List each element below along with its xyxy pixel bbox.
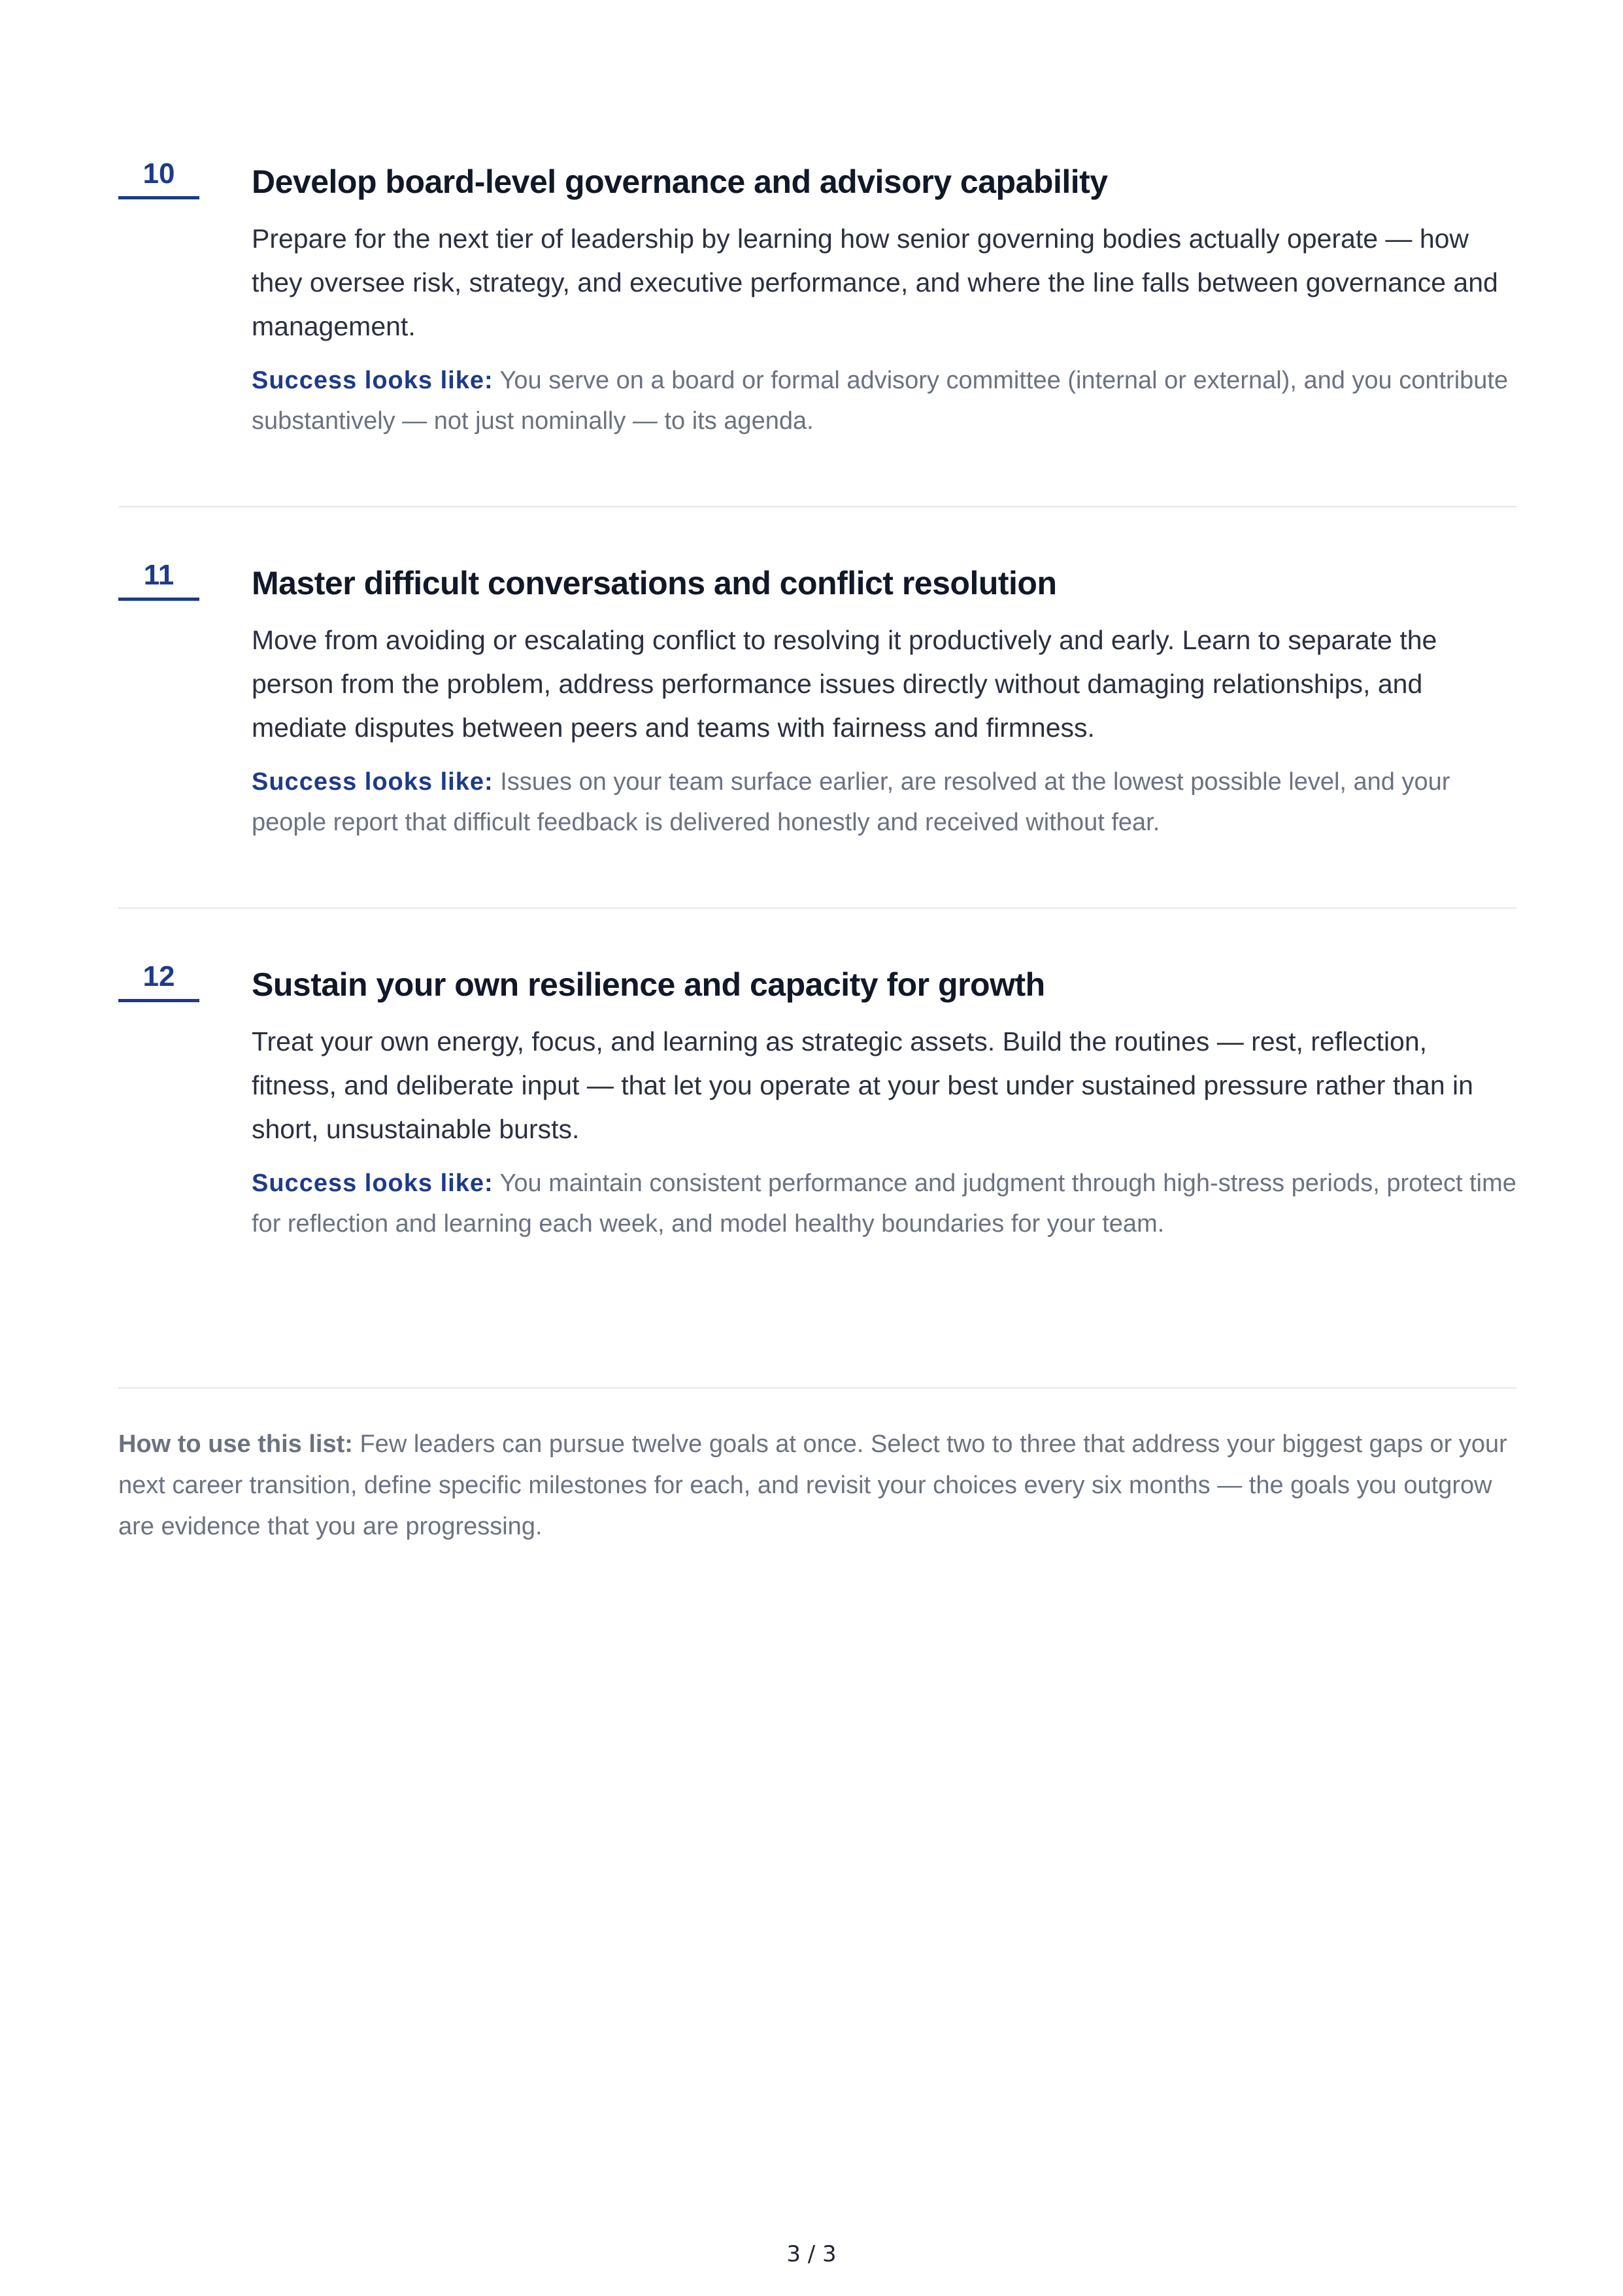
goal-success-criteria (252, 762, 1516, 843)
goal-success-criteria (252, 1163, 1516, 1244)
success-text: You maintain consistent performance and judgment through high-stress periods, protect time for reflection and learning each week, and model healthy boundaries for your team. (252, 1170, 1516, 1238)
goal-description: Prepare for the next tier of leadership by learning how senior governing bodies actually operate — how they oversee risk, strategy, and executive performance, and where the line falls between governance and management. (252, 224, 1498, 341)
section-divider (118, 907, 1516, 909)
usage-note-label: How to use this list: (118, 1430, 353, 1458)
goal-body (252, 557, 1516, 843)
success-text: You serve on a board or formal advisory committee (internal or external), and you contribute substantively — not just nominally — to its agenda. (252, 367, 1509, 435)
goal-number-underline (118, 598, 199, 601)
success-label: Success looks like: (252, 768, 494, 796)
success-label: Success looks like: (252, 1170, 494, 1197)
goal-body (252, 958, 1516, 1244)
goal-number-underline (118, 999, 199, 1002)
section-divider (118, 1387, 1516, 1389)
goal-title: Master difficult conversations and conflict resolution (252, 565, 1057, 601)
success-text: Issues on your team surface earlier, are resolved at the lowest possible level, and your people report that difficult feedback is delivered honestly and received without fear. (252, 768, 1450, 836)
section-divider (118, 506, 1516, 507)
usage-note (118, 1424, 1516, 1547)
usage-note-text: Few leaders can pursue twelve goals at once. Select two to three that address your biggest gaps or your next career transition, define specific milestones for each, and revisit your choices every six months — the goals you outgrow are evidence that you are progressing. (118, 1430, 1507, 1540)
goal-description: Treat your own energy, focus, and learning as strategic assets. Build the routines — rest, reflection, fitness, and deliberate input — that let you operate at your best under sustained pressure rather than in short, unsustainable bursts. (252, 1026, 1473, 1144)
page-number: 3 / 3 (786, 2241, 837, 2267)
goal-description: Move from avoiding or escalating conflict to resolving it productively and early. Learn to separate the person from the problem, address performance issues directly without damaging relationships, and mediate disputes between peers and teams with fairness and firmness. (252, 625, 1437, 743)
goal-number: 11 (143, 559, 175, 591)
goal-success-criteria (252, 360, 1516, 441)
goal-title: Develop board-level governance and advisory capability (252, 163, 1108, 200)
goal-title: Sustain your own resilience and capacity for growth (252, 966, 1045, 1003)
goal-number: 12 (142, 960, 175, 992)
goal-number-underline (118, 196, 199, 199)
success-label: Success looks like: (252, 367, 494, 394)
goal-body (252, 156, 1516, 441)
goal-number: 10 (142, 158, 175, 190)
